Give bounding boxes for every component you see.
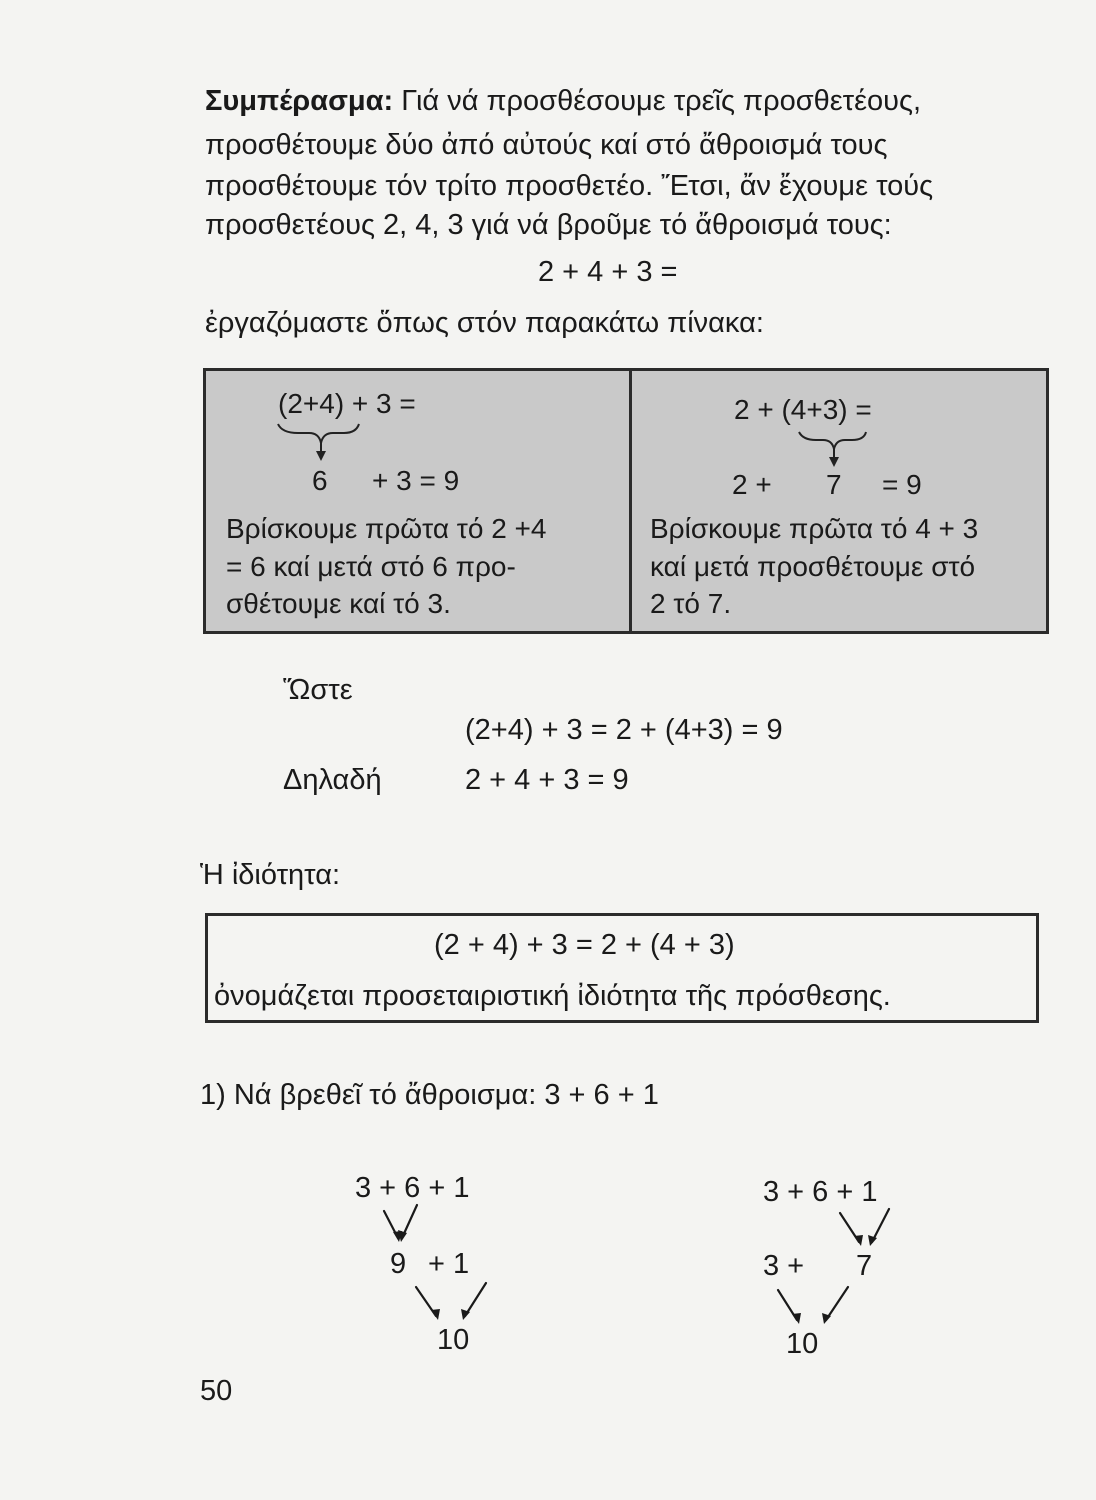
result-equation-1: (2+4) + 3 = 2 + (4+3) = 9 <box>465 714 783 746</box>
arrow-right-b <box>872 1209 889 1242</box>
page-number: 50 <box>200 1375 233 1407</box>
conclusion-line-4: προσθετέους 2, 4, 3 γιά νά βροῦμε τό ἄθροισμά τους: <box>205 209 892 241</box>
right-two: 2 + <box>732 469 772 500</box>
oste-label: Ὥστε <box>283 674 353 706</box>
right-desc-2: καί μετά προσθέτουμε στό <box>650 551 976 582</box>
result-equation-2: 2 + 4 + 3 = 9 <box>465 764 629 796</box>
intro-equation: 2 + 4 + 3 = <box>538 256 678 288</box>
left-result: + 3 = 9 <box>372 465 460 496</box>
conclusion-line-3: προσθέτουμε τόν τρίτο προσθετέο. Ἔτσι, ἄν ἔχουμε τούς <box>205 170 934 202</box>
conclusion-line-5: ἐργαζόμαστε ὅπως στόν παρακάτω πίνακα: <box>205 307 764 339</box>
right-result: = 9 <box>882 469 922 500</box>
left-desc-2: = 6 καί μετά στό 6 προ- <box>226 551 516 582</box>
property-label: Ἡ ἰδιότητα: <box>200 859 341 891</box>
exercise-right-seven: 7 <box>856 1250 873 1282</box>
conclusion-label: Συμπέρασμα: <box>205 85 394 117</box>
conclusion-line-2: προσθέτουμε δύο ἀπό αὐτούς καί στό ἄθροισμά τους <box>205 129 888 161</box>
property-name: ὀνομάζεται προσεταιριστική ἰδιότητα τῆς πρόσθεσης. <box>214 980 891 1012</box>
right-desc-1: Βρίσκουμε πρῶτα τό 4 + 3 <box>650 513 979 544</box>
right-seven: 7 <box>826 469 842 500</box>
left-desc-3: σθέτουμε καί τό 3. <box>226 588 451 619</box>
arrow-right-d <box>826 1287 848 1320</box>
exercise-right-three-plus: 3 + <box>763 1250 805 1282</box>
exercise-prompt: 1) Νά βρεθεῖ τό ἄθροισμα: 3 + 6 + 1 <box>200 1079 659 1111</box>
exercise-left-expression: 3 + 6 + 1 <box>355 1172 470 1204</box>
conclusion-line-1-text: Γιά νά προσθέσουμε τρεῖς προσθετέους, <box>401 85 922 117</box>
exercise-right-expression: 3 + 6 + 1 <box>763 1176 878 1208</box>
left-expression: (2+4) + 3 = <box>278 388 416 419</box>
left-desc-1: Βρίσκουμε πρῶτα τό 2 +4 <box>226 513 547 544</box>
left-six: 6 <box>312 465 328 496</box>
arrow-left-d <box>465 1283 486 1316</box>
right-desc-3: 2 τό 7. <box>650 588 732 619</box>
exercise-left-plus-one: + 1 <box>428 1248 470 1280</box>
diladi-label: Δηλαδή <box>283 764 382 796</box>
right-expression: 2 + (4+3) = <box>734 394 872 425</box>
exercise-right-result: 10 <box>786 1328 819 1360</box>
exercise-left-result: 10 <box>437 1324 470 1356</box>
property-equation: (2 + 4) + 3 = 2 + (4 + 3) <box>434 929 735 961</box>
exercise-left-nine: 9 <box>390 1248 407 1280</box>
